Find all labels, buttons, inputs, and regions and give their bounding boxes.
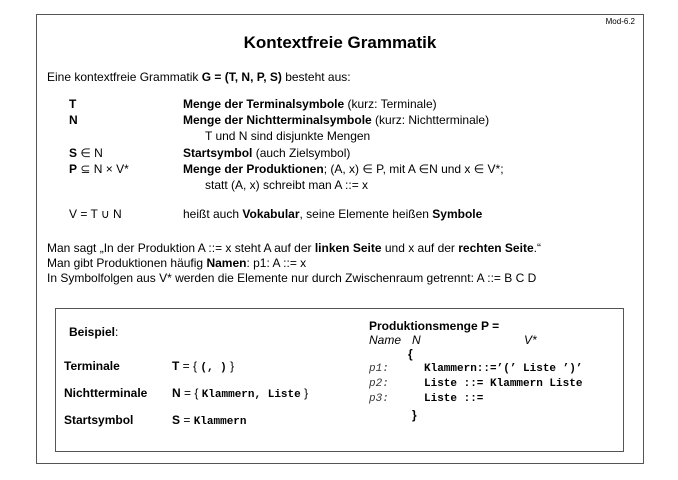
production-name: p1: [369, 363, 389, 375]
start-label: Startsymbol [64, 413, 134, 427]
close-brace: } [412, 408, 417, 422]
terminals-label: Terminale [64, 359, 120, 373]
production-body: Liste ::= [424, 393, 484, 405]
page-id: Mod-6.2 [605, 17, 635, 26]
production-name: p3: [369, 393, 389, 405]
para-line-1: Man sagt „In der Produktion A ::= x steht A auf der linken Seite und x auf der rechten Seite.“ [47, 241, 541, 255]
vocab-sym: V = T ∪ N [69, 207, 122, 221]
production-body: Liste ::= Klammern Liste [424, 378, 583, 390]
page-title: Kontextfreie Grammatik [243, 33, 437, 52]
intro-suffix: besteht aus: [281, 70, 351, 84]
col-n: N [412, 333, 421, 347]
def-text-p: Menge der Produktionen; (A, x) ∈ P, mit A ∈N und x ∈ V*; [183, 162, 504, 176]
def-sym-s: S ∈ N [69, 146, 103, 160]
def-text-n: Menge der Nichtterminalsymbole (kurz: Nichtterminale) [183, 113, 490, 127]
grammar-tuple: G = (T, N, P, S) [201, 70, 282, 84]
def-sym-n: N [69, 113, 78, 127]
example-label: Beispiel: [69, 325, 119, 339]
def-note-notation: statt (A, x) schreibt man A ::= x [205, 178, 369, 192]
example-box [55, 308, 624, 452]
production-body: Klammern::=’(’ Liste ’)’ [424, 363, 583, 375]
terminals-set: T = { (, ) } [172, 359, 235, 374]
col-v: V* [524, 333, 537, 347]
def-text-s: Startsymbol (auch Zielsymbol) [183, 146, 351, 160]
para-line-2: Man gibt Produktionen häufig Namen: p1: A ::= x [47, 256, 307, 270]
vocab-text: heißt auch Vokabular, seine Elemente heißen Symbole [183, 207, 483, 221]
intro-line [47, 70, 351, 84]
intro-prefix: Eine kontextfreie Grammatik [47, 70, 202, 84]
para-line-3: In Symbolfolgen aus V* werden die Elemente nur durch Zwischenraum getrennt: A ::= B C D [47, 271, 537, 285]
nonterminals-label: Nichtterminale [64, 386, 148, 400]
def-sym-p: P ⊆ N × V* [69, 162, 129, 176]
start-set: S = Klammern [172, 413, 247, 428]
def-sym-t: T [69, 97, 77, 111]
slide-frame [36, 14, 644, 464]
def-note-disjoint: T und N sind disjunkte Mengen [205, 129, 371, 143]
open-brace: { [408, 347, 413, 361]
productions-heading: Produktionsmenge P = [369, 319, 500, 333]
col-name: Name [369, 333, 402, 347]
production-name: p2: [369, 378, 389, 390]
def-text-t: Menge der Terminalsymbole (kurz: Terminale) [183, 97, 437, 111]
nonterminals-set: N = { Klammern, Liste } [172, 386, 309, 401]
